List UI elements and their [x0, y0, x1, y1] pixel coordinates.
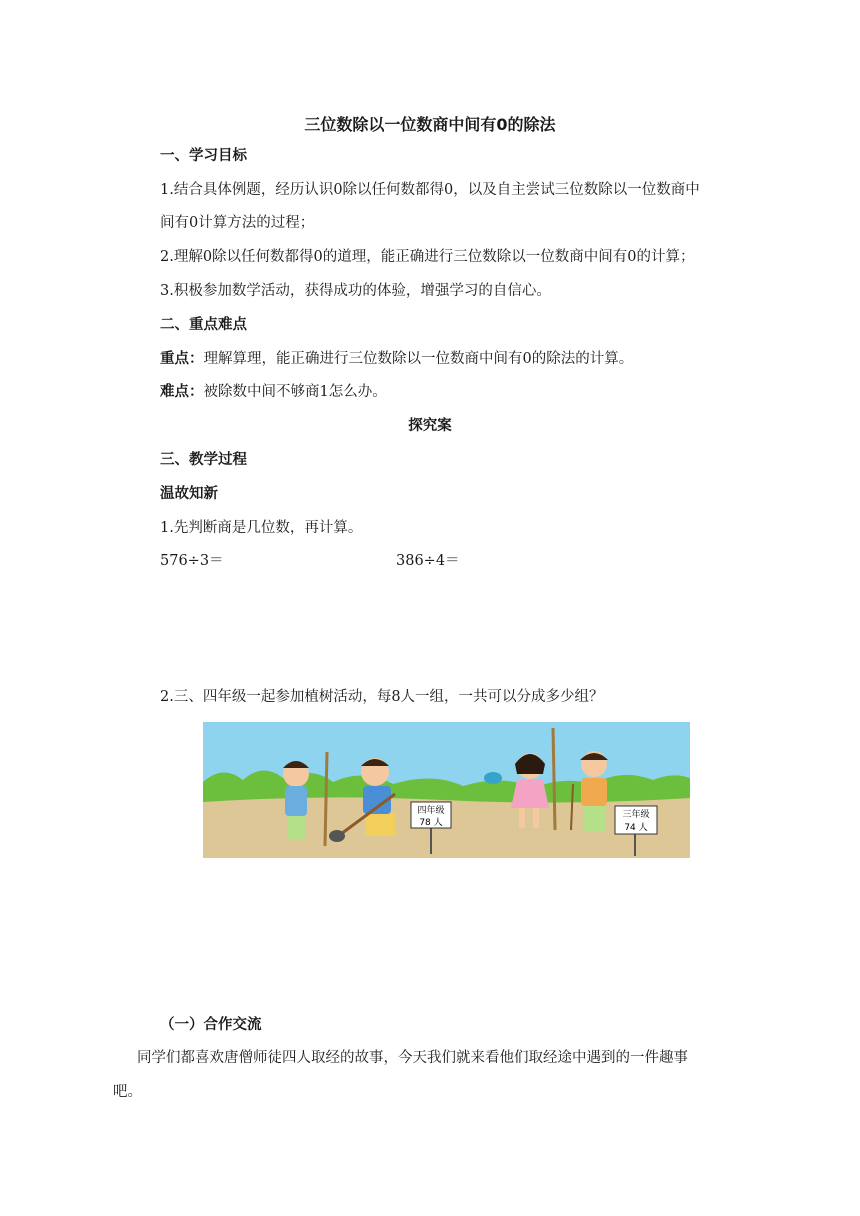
sign-left-line-1: 四年级: [417, 806, 445, 816]
story-paragraph-line-1: 同学们都喜欢唐僧师徒四人取经的故事，今天我们就来看他们取经途中遇到的一件趣事: [137, 1050, 688, 1066]
question-1: 1.先判断商是几位数，再计算。: [160, 520, 363, 536]
difficult-point-text: 被除数中间不够商1怎么办。: [203, 384, 387, 400]
key-point-row: [160, 349, 633, 369]
expression-2: 386÷4＝: [396, 553, 460, 569]
explore-title: 探究案: [408, 418, 452, 434]
goal-2: 2.理解0除以任何数都得0的道理，能正确进行三位数除以一位数商中间有0的计算；: [160, 249, 695, 265]
tree-planting-illustration: [203, 722, 690, 858]
difficult-point-row: [160, 382, 387, 402]
section-heading-goals: 一、学习目标: [160, 148, 247, 164]
goal-1-line-2: 间有0计算方法的过程；: [160, 215, 315, 231]
story-paragraph-line-2: 吧。: [113, 1084, 142, 1100]
expression-1: 576÷3＝: [160, 553, 224, 569]
goal-3: 3.积极参加数学活动，获得成功的体验，增强学习的自信心。: [160, 283, 551, 299]
key-point-text: 理解算理，能正确进行三位数除以一位数商中间有0的除法的计算。: [203, 351, 634, 367]
page-title: 三位数除以一位数商中间有0的除法: [304, 115, 556, 134]
review-heading: 温故知新: [160, 486, 218, 502]
section-heading-process: 三、教学过程: [160, 452, 247, 468]
section-heading-cooperation: （一）合作交流: [160, 1017, 262, 1033]
section-heading-key-points: 二、重点难点: [160, 317, 247, 333]
sign-right-line-2: 74 人: [624, 823, 648, 833]
sign-left-line-2: 78 人: [419, 818, 443, 828]
goal-1-line-1: 1.结合具体例题，经历认识0除以任何数都得0，以及自主尝试三位数除以一位数商中: [160, 182, 700, 198]
difficult-point-label: 难点：: [160, 384, 204, 400]
question-2: 2.三、四年级一起参加植树活动，每8人一组，一共可以分成多少组？: [160, 689, 604, 705]
sign-right-line-1: 三年级: [622, 810, 650, 820]
key-point-label: 重点：: [160, 351, 204, 367]
